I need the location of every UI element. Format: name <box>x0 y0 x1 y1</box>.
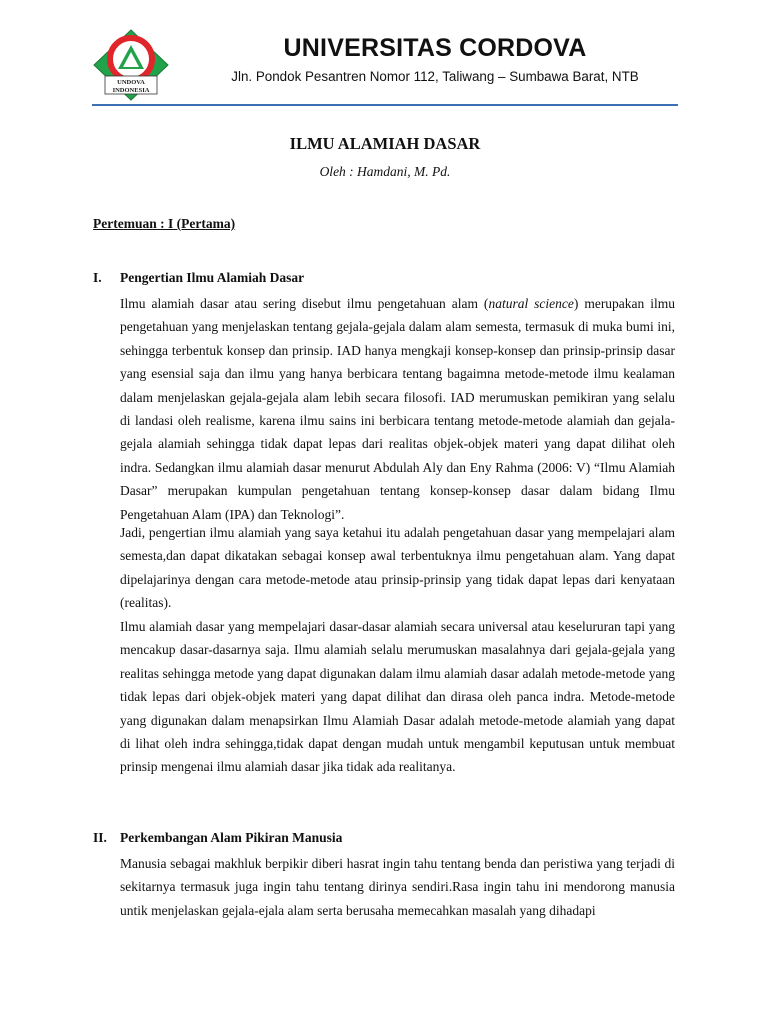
section-heading-2 <box>93 830 342 846</box>
section-heading-1 <box>93 270 304 286</box>
section-number: I. <box>93 270 102 285</box>
university-logo <box>92 28 170 102</box>
paragraph <box>120 292 675 526</box>
paragraph: Ilmu alamiah dasar yang mempelajari dasar-dasar alamiah secara universal atau keselururan tapi yang mencakup dasar-dasarnya saja. Ilmu alamiah selalu merumuskan masalahnya dari gejala-gejala yang realitas sehingga metode yang dapat digunakan dalam ilmu alamiah dasar adalah metode-metode yang tidak lepas dari objek-objek materi yang dapat dilihat dan dirasa oleh panca indra. Metode-metode yang digunakan dalam menapsirkan Ilmu Alamiah Dasar adalah metode-metode alamiah yang dapat di lihat oleh indra sehingga,tidak dapat dengan mudah untuk mengambil keputusan untuk membuat prinsip mengenai ilmu alamiah dasar jika tidak ada realitanya. <box>120 619 675 775</box>
document-title: ILMU ALAMIAH DASAR <box>289 134 481 153</box>
university-name: UNIVERSITAS CORDOVA <box>283 34 587 62</box>
paragraph-text: ) merupakan ilmu pengetahuan yang menjelaskan tentang gejala-gejala dalam alam semesta, termasuk di muka bumi ini, sehingga terbentuk konsep dan prinsip. IAD hanya mengkaji konsep-konsep dan prinsip-prinsip dasar yang esensial saja dan ilmu yang hanya berbicara tentang bagaimna metode-metode ilmu kealaman dalam menjelaskan gejala-gejala alam lebih secara filosofi. IAD merumuskan pemikiran yang selalu di landasi oleh realisme, karena ilmu sains ini berbicara tentang metode-metode alamiah dan gejala-gejala alamiah sehingga tidak dapat lepas dari realitas objek-objek materi yang dapat dilihat oleh indra. Sedangkan ilmu alamiah dasar menurut Abdulah Aly dan Eny Rahma (2006: V) “Ilmu Alamiah Dasar” merupakan kumpulan pengetahuan tentang konsep-konsep dasar dalam bidang Ilmu Pengetahuan Alam (IPA) dan Teknologi”. <box>120 296 675 522</box>
meeting-heading: Pertemuan : I (Pertama) <box>93 216 236 231</box>
paragraph: Jadi, pengertian ilmu alamiah yang saya ketahui itu adalah pengetahuan dasar yang mempelajari alam semesta,dan dapat dikatakan sebagai konsep awal terbentuknya ilmu pengetahuan alam. Yang dapat dipelajarinya dengan cara metode-metode atau prinsip-prinsip yang tidak dapat lepas dari kenyataan (realitas). <box>120 525 675 611</box>
document-author: Oleh : Hamdani, M. Pd. <box>319 164 451 179</box>
section-title: Perkembangan Alam Pikiran Manusia <box>120 830 343 845</box>
section-title: Pengertian Ilmu Alamiah Dasar <box>120 270 305 285</box>
letterhead <box>92 22 678 106</box>
section-number: II. <box>93 830 107 845</box>
svg-text:UNDOVA: UNDOVA <box>117 79 145 86</box>
paragraph-text: Ilmu alamiah dasar atau sering disebut ilmu pengetahuan alam ( <box>120 296 489 311</box>
letterhead-divider <box>92 104 678 106</box>
svg-text:INDONESIA: INDONESIA <box>112 87 150 94</box>
italic-term: natural science <box>488 296 574 311</box>
paragraph: Manusia sebagai makhluk berpikir diberi hasrat ingin tahu tentang benda dan peristiwa yang terjadi di sekitarnya termasuk juga ingin tahu tentang dirinya sendiri.Rasa ingin tahu ini mendorong manusia untik menjelaskan gejala-ejala alam serta berusaha memecahkan masalah yang dihadapi <box>120 856 675 918</box>
university-address: Jln. Pondok Pesantren Nomor 112, Taliwang – Sumbawa Barat, NTB <box>231 69 639 84</box>
